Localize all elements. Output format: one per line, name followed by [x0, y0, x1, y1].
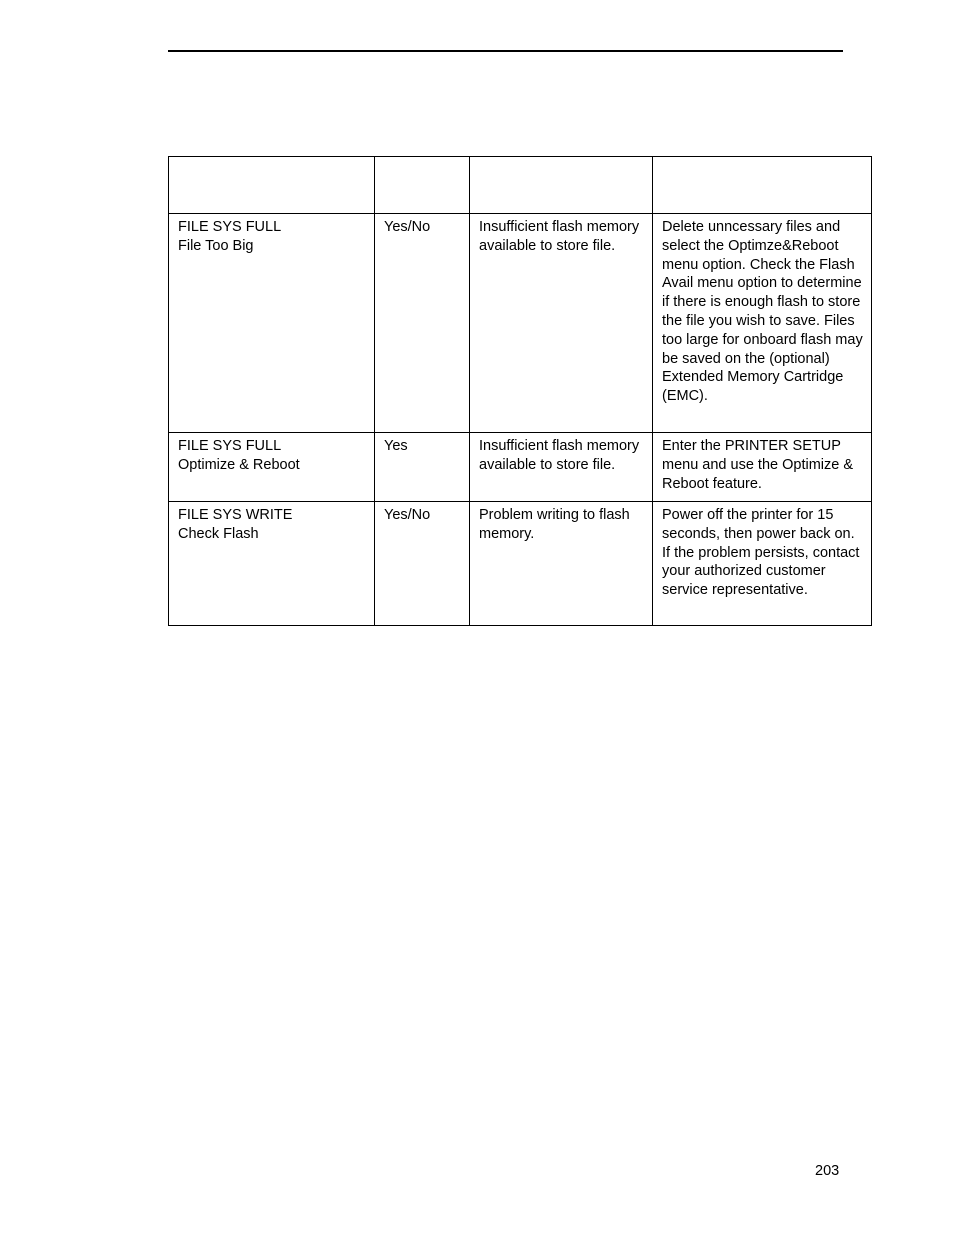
- explanation-cell: Problem writing to flash memory.: [470, 502, 653, 626]
- message-cell: [169, 214, 375, 433]
- clearable-cell: Yes: [375, 433, 470, 502]
- clearable-cell: Yes/No: [375, 214, 470, 433]
- message-line: FILE SYS FULL: [178, 438, 282, 454]
- message-line: FILE SYS WRITE: [178, 507, 293, 523]
- header-explanation: [470, 157, 653, 214]
- table-header-row: [169, 157, 872, 214]
- message-cell: [169, 433, 375, 502]
- explanation-cell: Insufficient flash memory available to store file.: [470, 214, 653, 433]
- table-row: [169, 502, 872, 626]
- message-cell: [169, 502, 375, 626]
- header-clearable: [375, 157, 470, 214]
- message-line: File Too Big: [178, 237, 254, 254]
- message-line: Optimize & Reboot: [178, 456, 300, 473]
- message-line: FILE SYS FULL: [178, 219, 282, 235]
- header-message: [169, 157, 375, 214]
- header-solution: [653, 157, 872, 214]
- message-line: Check Flash: [178, 525, 259, 542]
- explanation-cell: Insufficient flash memory available to store file.: [470, 433, 653, 502]
- page-number: 203: [815, 1163, 840, 1179]
- solution-cell: Delete unncessary files and select the Optimze&Reboot menu option. Check the Flash Avail menu option to determine if there is enough flash to store the file you wish to save. Files too large for onboard flash may be saved on the (optional) Extended Memory Cartridge (EMC).: [653, 214, 872, 433]
- solution-cell: Enter the PRINTER SETUP menu and use the Optimize & Reboot feature.: [653, 433, 872, 502]
- clearable-cell: Yes/No: [375, 502, 470, 626]
- error-message-table: [168, 156, 872, 626]
- table-row: [169, 433, 872, 502]
- solution-cell: Power off the printer for 15 seconds, then power back on. If the problem persists, contact your authorized customer service representative.: [653, 502, 872, 626]
- table-row: [169, 214, 872, 433]
- header-rule: [168, 50, 843, 52]
